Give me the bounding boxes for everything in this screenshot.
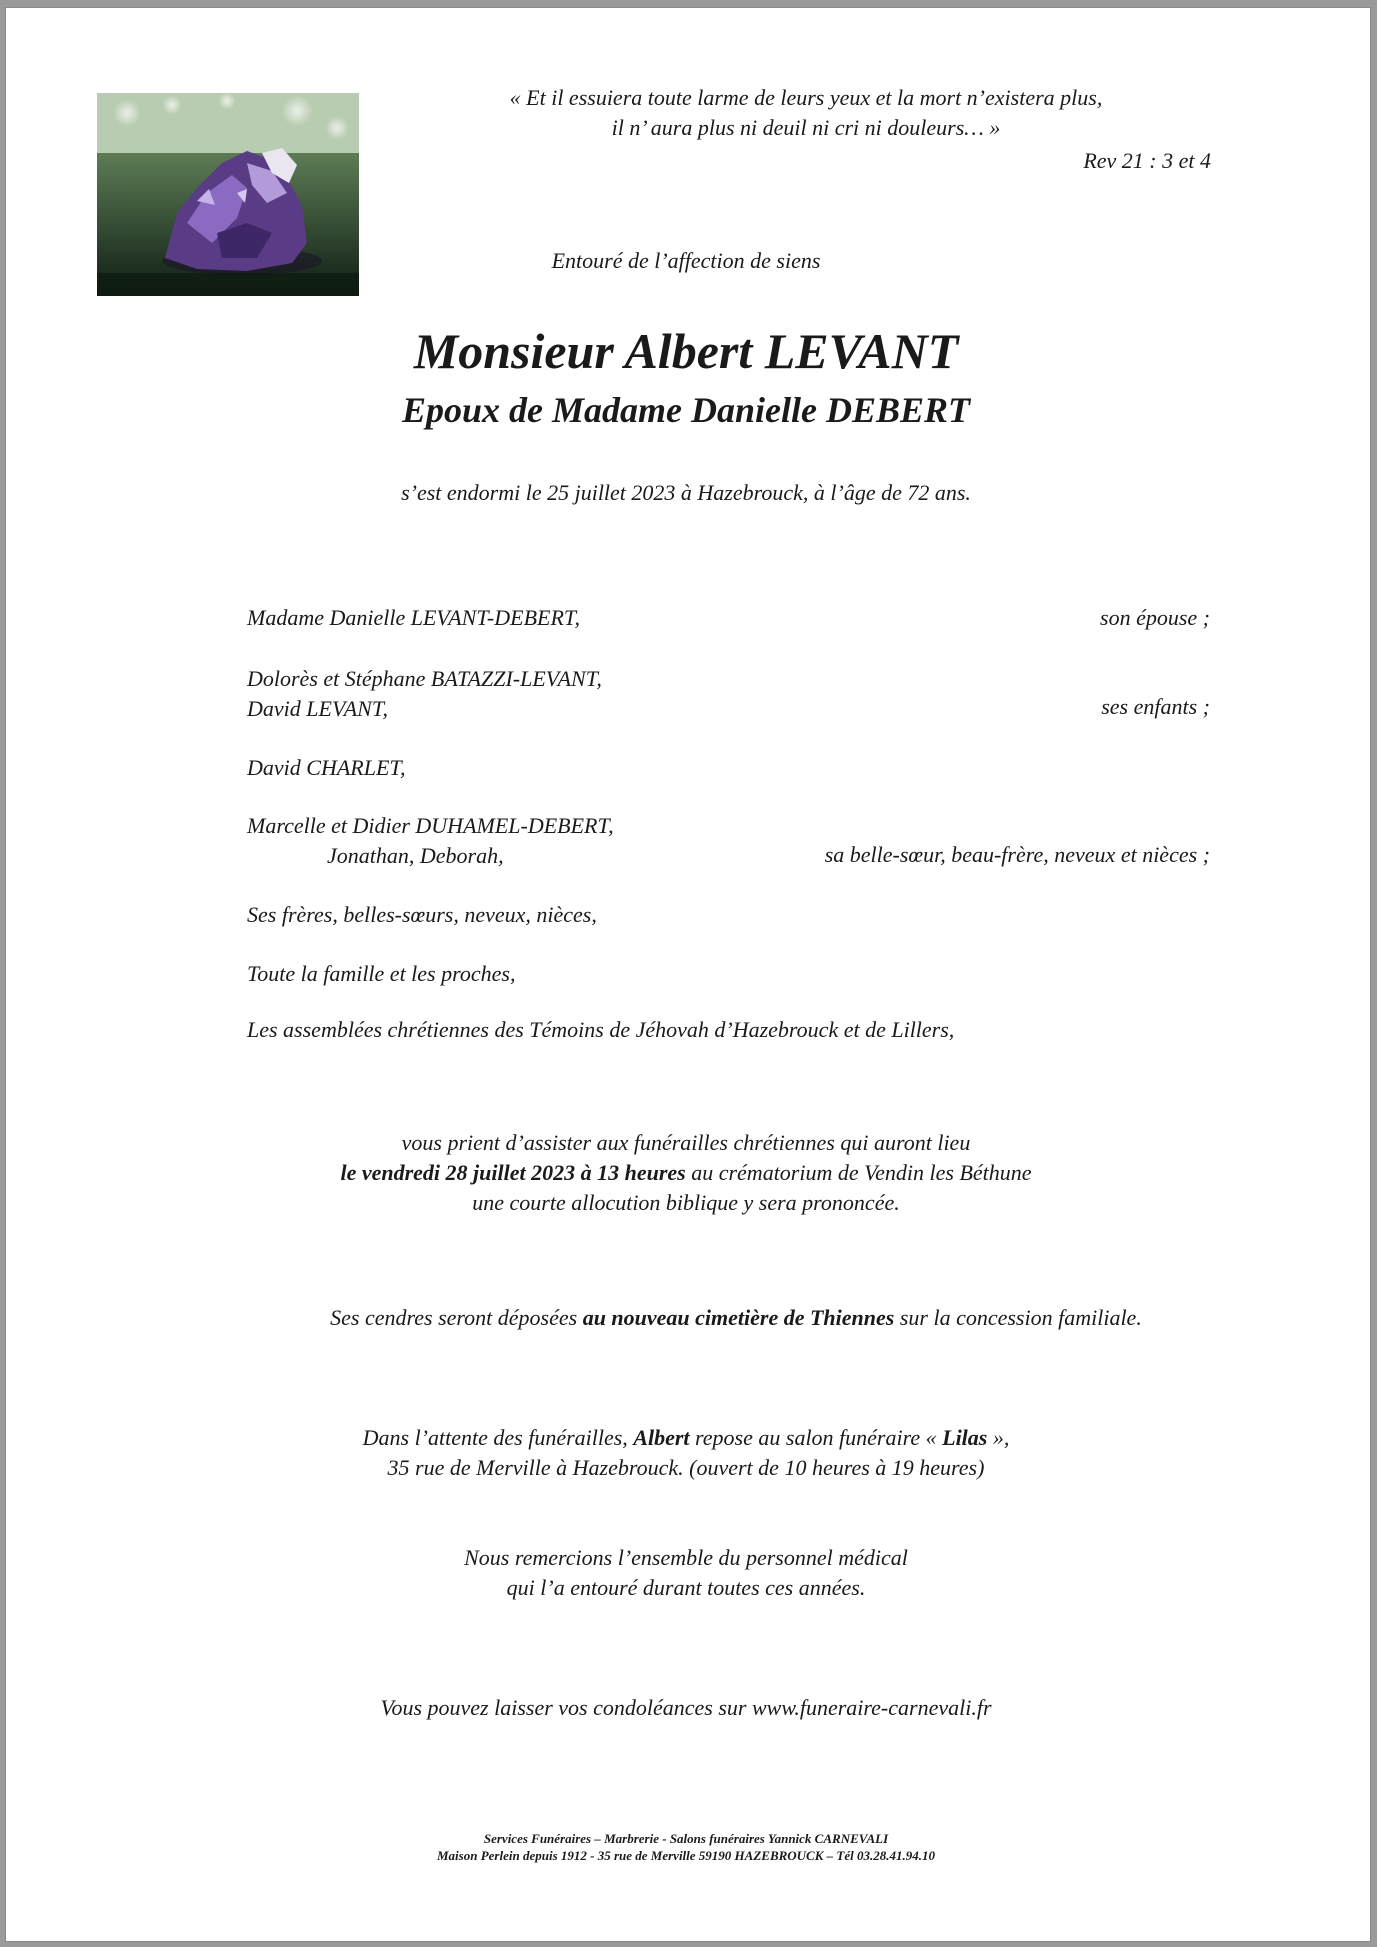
family-congregations: Les assemblées chrétiennes des Témoins de Jéhovah d’Hazebrouck et de Lillers, xyxy=(247,1017,955,1042)
ashes-info xyxy=(206,1303,1266,1333)
family-spouse-name: Madame Danielle LEVANT-DEBERT, xyxy=(247,605,580,630)
obituary-page xyxy=(6,8,1370,1941)
rest-middle: repose au salon funéraire « xyxy=(689,1425,943,1450)
bible-quote xyxy=(386,83,1226,143)
funeral-place: au crématorium de Vendin les Béthune xyxy=(685,1160,1032,1185)
rest-salon: Lilas xyxy=(942,1425,988,1450)
thanks-info xyxy=(156,1543,1216,1603)
funeral-line-1: vous prient d’assister aux funérailles chrétiennes qui auront lieu xyxy=(401,1130,971,1155)
rest-line-1 xyxy=(156,1423,1216,1453)
spouse-line: Epoux de Madame Danielle DEBERT xyxy=(401,390,971,430)
thanks-line-2: qui l’a entouré durant toutes ces années. xyxy=(506,1575,866,1600)
family-children-line-1: Dolorès et Stéphane BATAZZI-LEVANT, xyxy=(247,666,602,691)
rest-line-2: 35 rue de Merville à Hazebrouck. (ouvert de 10 heures à 19 heures) xyxy=(387,1455,985,1480)
funeral-line-3: une courte allocution biblique y sera prononcée. xyxy=(472,1190,900,1215)
quote-reference: Rev 21 : 3 et 4 xyxy=(1083,148,1211,173)
intro-line: Entouré de l’affection de siens xyxy=(551,248,821,273)
rest-before: Dans l’attente des funérailles, xyxy=(362,1425,634,1450)
footer xyxy=(156,1830,1216,1864)
family-inlaws-line-1: Marcelle et Didier DUHAMEL-DEBERT, xyxy=(247,813,614,838)
deceased-name: Monsieur Albert LEVANT xyxy=(413,323,959,379)
thanks-line-1: Nous remercions l’ensemble du personnel médical xyxy=(464,1545,908,1570)
family-whole: Toute la famille et les proches, xyxy=(247,961,516,986)
ashes-place: au nouveau cimetière de Thiennes xyxy=(582,1305,895,1330)
condolences-line: Vous pouvez laisser vos condoléances sur www.funeraire-carnevali.fr xyxy=(380,1695,992,1720)
rest-info xyxy=(156,1423,1216,1483)
death-notice: s’est endormi le 25 juillet 2023 à Hazebrouck, à l’âge de 72 ans. xyxy=(401,480,971,505)
family-spouse-relation: son épouse ; xyxy=(1100,605,1210,630)
footer-line-2: Maison Perlein depuis 1912 - 35 rue de Merville 59190 HAZEBROUCK – Tél 03.28.41.94.10 xyxy=(437,1848,935,1863)
family-inlaws-relation: sa belle-sœur, beau-frère, neveux et nièces ; xyxy=(824,842,1210,867)
funeral-date: le vendredi 28 juillet 2023 à 13 heures xyxy=(340,1160,686,1185)
quote-line-1: « Et il essuiera toute larme de leurs yeux et la mort n’existera plus, xyxy=(509,85,1103,110)
family-children-relation: ses enfants ; xyxy=(1101,694,1210,719)
rest-after: », xyxy=(987,1425,1010,1450)
family-inlaws-line-2: Jonathan, Deborah, xyxy=(327,843,504,868)
ashes-after: sur la concession familiale. xyxy=(894,1305,1142,1330)
funeral-info xyxy=(156,1128,1216,1218)
rest-name: Albert xyxy=(633,1425,690,1450)
family-children-line-2: David LEVANT, xyxy=(247,696,388,721)
family-other: David CHARLET, xyxy=(247,755,406,780)
family-siblings: Ses frères, belles-sœurs, neveux, nièces, xyxy=(247,902,597,927)
footer-line-1: Services Funéraires – Marbrerie - Salons funéraires Yannick CARNEVALI xyxy=(483,1831,889,1846)
quote-line-2: il n’ aura plus ni deuil ni cri ni douleurs… » xyxy=(611,115,1001,140)
ashes-before: Ses cendres seront déposées xyxy=(330,1305,583,1330)
funeral-line-2 xyxy=(156,1158,1216,1188)
